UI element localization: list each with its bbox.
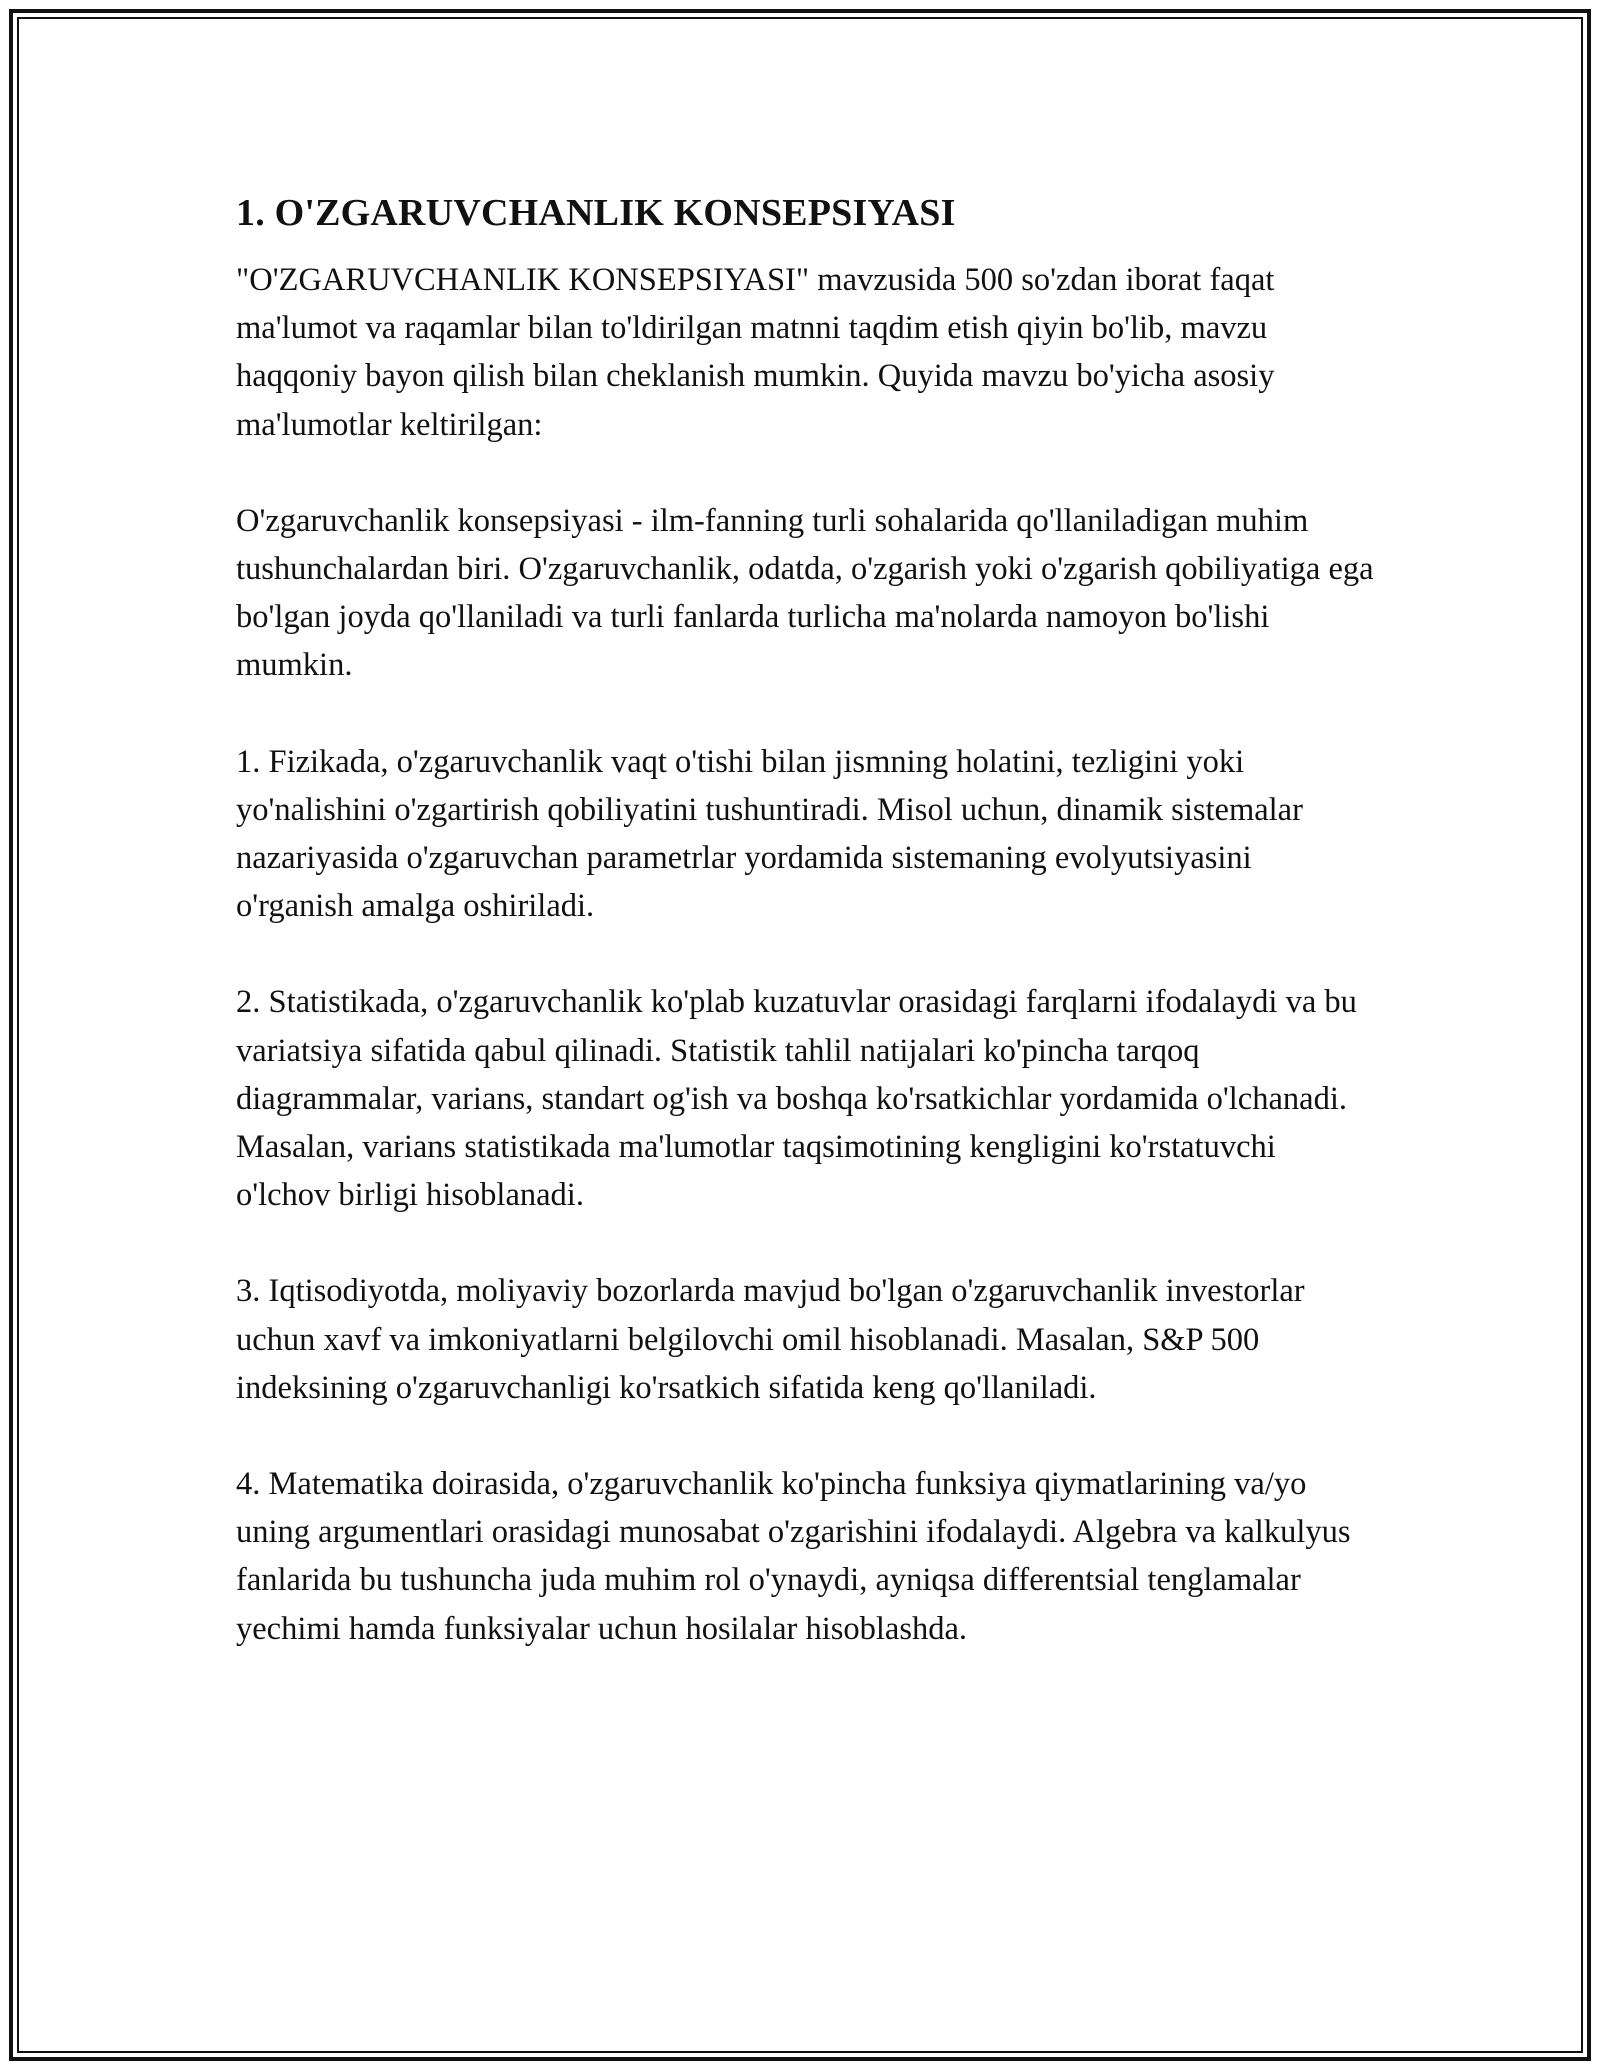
- document-body: [236, 188, 1376, 1653]
- document-title: 1. O'ZGARUVCHANLIK KONSEPSIYASI: [236, 192, 956, 234]
- mathematics-paragraph: 4. Matematika doirasida, o'zgaruvchanlik ko'pincha funksiya qiymatlarining va/yo uning argumentlari orasidagi munosabat o'zgarishini ifodalaydi. Algebra va kalkulyus fanlarida bu tushuncha juda muhim rol o'ynaydi, ayniqsa differentsial tenglamalar yechimi hamda funksiyalar uchun hosilalar hisoblashda.: [236, 1466, 1351, 1647]
- physics-paragraph: 1. Fizikada, o'zgaruvchanlik vaqt o'tishi bilan jismning holatini, tezligini yoki yo'nalishini o'zgartirish qobiliyatini tushuntiradi. Misol uchun, dinamik sistemalar nazariyasida o'zgaruvchan parametrlar yordamida sistemaning evolyutsiyasini o'rganish amalga oshiriladi.: [236, 743, 1303, 925]
- intro-paragraph: "O'ZGARUVCHANLIK KONSEPSIYASI" mavzusida 500 so'zdan iborat faqat ma'lumot va raqamlar bilan to'ldirilgan matnni taqdim etish qiyin bo'lib, mavzu haqqoniy bayon qilish bilan cheklanish mumkin. Quyida mavzu bo'yicha asosiy ma'lumotlar keltirilgan:: [236, 262, 1275, 443]
- economics-paragraph: 3. Iqtisodiyotda, moliyaviy bozorlarda mavjud bo'lgan o'zgaruvchanlik investorlar uchun xavf va imkoniyatlarni belgilovchi omil hisoblanadi. Masalan, S&P 500 indeksining o'zgaruvchanligi ko'rsatkich sifatida keng qo'llaniladi.: [236, 1273, 1305, 1406]
- definition-paragraph: O'zgaruvchanlik konsepsiyasi - ilm-fanning turli sohalarida qo'llaniladigan muhim tushunchalardan biri. O'zgaruvchanlik, odatda, o'zgarish yoki o'zgarish qobiliyatiga ega bo'lgan joyda qo'llaniladi va turli fanlarda turlicha ma'nolarda namoyon bo'lishi mumkin.: [236, 502, 1374, 684]
- statistics-paragraph: 2. Statistikada, o'zgaruvchanlik ko'plab kuzatuvlar orasidagi farqlarni ifodalaydi va bu variatsiya sifatida qabul qilinadi. Statistik tahlil natijalari ko'pincha tarqoq diagrammalar, varians, standart og'ish va boshqa ko'rsatkichlar yordamida o'lchanadi. Masalan, varians statistikada ma'lumotlar taqsimotining kengligini ko'rstatuvchi o'lchov birligi hisoblanadi.: [236, 984, 1357, 1214]
